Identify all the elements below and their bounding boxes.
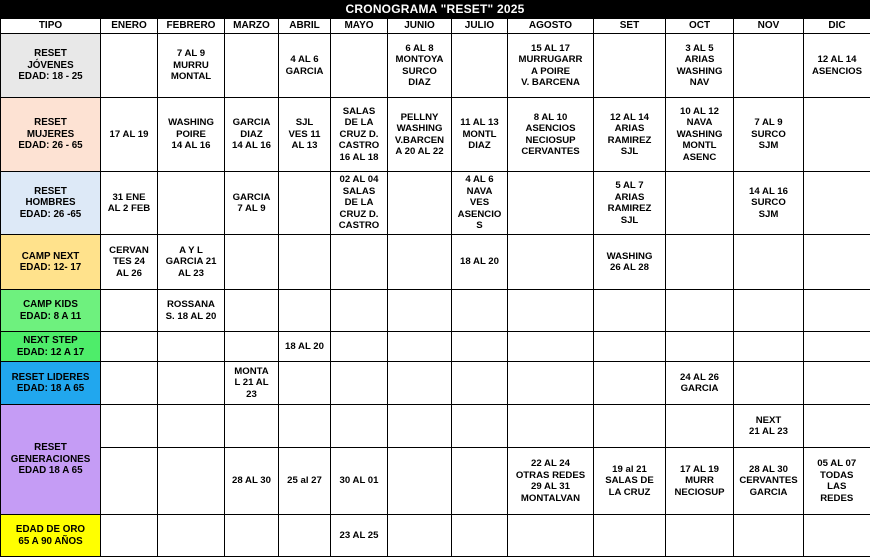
schedule-cell: SALAS DE LA CRUZ D. CASTRO 16 AL 18 <box>331 98 388 172</box>
row-label-reset-mujeres: RESET MUJERES EDAD: 26 - 65 <box>1 98 101 172</box>
schedule-cell <box>225 332 279 362</box>
schedule-cell: 28 AL 30 CERVANTES GARCIA <box>734 448 804 515</box>
schedule-cell <box>666 405 734 448</box>
schedule-cell <box>101 362 158 405</box>
schedule-cell <box>508 362 594 405</box>
header-oct: OCT <box>666 19 734 34</box>
schedule-cell <box>804 515 870 557</box>
table-row <box>1 235 870 290</box>
schedule-table <box>0 18 870 557</box>
schedule-cell <box>225 34 279 98</box>
schedule-cell: 14 AL 16 SURCO SJM <box>734 172 804 235</box>
schedule-cell: 6 AL 8 MONTOYA SURCO DIAZ <box>388 34 452 98</box>
schedule-cell <box>225 405 279 448</box>
schedule-cell: 5 AL 7 ARIAS RAMIREZ SJL <box>594 172 666 235</box>
schedule-cell <box>804 98 870 172</box>
row-label-reset-jovenes: RESET JÓVENES EDAD: 18 - 25 <box>1 34 101 98</box>
header-set: SET <box>594 19 666 34</box>
schedule-cell <box>666 172 734 235</box>
schedule-cell <box>279 172 331 235</box>
schedule-cell <box>388 515 452 557</box>
table-row <box>1 362 870 405</box>
schedule-cell: GARCIA DIAZ 14 AL 16 <box>225 98 279 172</box>
schedule-cell <box>279 405 331 448</box>
schedule-cell <box>594 515 666 557</box>
schedule-cell <box>804 405 870 448</box>
schedule-cell <box>158 332 225 362</box>
schedule-cell: 24 AL 26 GARCIA <box>666 362 734 405</box>
schedule-cell <box>594 290 666 332</box>
schedule-cell <box>452 362 508 405</box>
schedule-cell: 4 AL 6 GARCIA <box>279 34 331 98</box>
schedule-cell: MONTA L 21 AL 23 <box>225 362 279 405</box>
row-label-reset-lideres: RESET LIDERES EDAD: 18 A 65 <box>1 362 101 405</box>
schedule-cell <box>508 515 594 557</box>
schedule-cell <box>388 290 452 332</box>
schedule-cell: WASHING 26 AL 28 <box>594 235 666 290</box>
schedule-cell <box>101 448 158 515</box>
schedule-cell <box>158 405 225 448</box>
row-label-reset-hombres: RESET HOMBRES EDAD: 26 -65 <box>1 172 101 235</box>
schedule-cell: 3 AL 5 ARIAS WASHING NAV <box>666 34 734 98</box>
schedule-cell <box>331 34 388 98</box>
table-row <box>1 172 870 235</box>
schedule-cell <box>666 515 734 557</box>
schedule-cell <box>804 235 870 290</box>
schedule-cell: 11 AL 13 MONTL DIAZ <box>452 98 508 172</box>
schedule-cell <box>279 290 331 332</box>
schedule-cell <box>508 290 594 332</box>
schedule-cell <box>388 405 452 448</box>
schedule-cell: 17 AL 19 <box>101 98 158 172</box>
schedule-cell <box>101 515 158 557</box>
schedule-cell: A Y L GARCIA 21 AL 23 <box>158 235 225 290</box>
schedule-cell <box>452 515 508 557</box>
schedule-cell: 4 AL 6 NAVA VES ASENCIO S <box>452 172 508 235</box>
header-nov: NOV <box>734 19 804 34</box>
schedule-cell: 10 AL 12 NAVA WASHING MONTL ASENC <box>666 98 734 172</box>
schedule-cell <box>331 290 388 332</box>
schedule-cell <box>388 362 452 405</box>
schedule-cell <box>594 405 666 448</box>
schedule-cell: 02 AL 04 SALAS DE LA CRUZ D. CASTRO <box>331 172 388 235</box>
schedule-cell: NEXT 21 AL 23 <box>734 405 804 448</box>
schedule-cell <box>388 235 452 290</box>
schedule-cell <box>804 332 870 362</box>
schedule-cell <box>804 362 870 405</box>
schedule-cell: GARCIA 7 AL 9 <box>225 172 279 235</box>
schedule-cell <box>101 405 158 448</box>
schedule-cell <box>279 515 331 557</box>
row-label-camp-next: CAMP NEXT EDAD: 12- 17 <box>1 235 101 290</box>
schedule-cell <box>508 332 594 362</box>
schedule-cell <box>734 235 804 290</box>
schedule-cell: SJL VES 11 AL 13 <box>279 98 331 172</box>
schedule-cell <box>734 332 804 362</box>
table-row <box>1 98 870 172</box>
schedule-cell <box>452 448 508 515</box>
header-agosto: AGOSTO <box>508 19 594 34</box>
schedule-cell <box>452 332 508 362</box>
row-label-next-step: NEXT STEP EDAD: 12 A 17 <box>1 332 101 362</box>
schedule-cell <box>388 448 452 515</box>
schedule-cell <box>666 235 734 290</box>
schedule-cell <box>158 448 225 515</box>
schedule-cell <box>225 515 279 557</box>
schedule-cell: 25 al 27 <box>279 448 331 515</box>
schedule-cell <box>388 172 452 235</box>
schedule-cell <box>331 362 388 405</box>
table-row <box>1 34 870 98</box>
schedule-cell: 28 AL 30 <box>225 448 279 515</box>
schedule-cell <box>508 235 594 290</box>
table-row <box>1 515 870 557</box>
page-title: CRONOGRAMA "RESET" 2025 <box>0 0 870 18</box>
schedule-cell: 30 AL 01 <box>331 448 388 515</box>
schedule-cell: PELLNY WASHING V.BARCEN A 20 AL 22 <box>388 98 452 172</box>
schedule-cell: 22 AL 24 OTRAS REDES 29 AL 31 MONTALVAN <box>508 448 594 515</box>
schedule-cell <box>734 290 804 332</box>
schedule-cell <box>279 362 331 405</box>
header-mayo: MAYO <box>331 19 388 34</box>
table-row <box>1 332 870 362</box>
schedule-cell: WASHING POIRE 14 AL 16 <box>158 98 225 172</box>
schedule-cell <box>158 172 225 235</box>
schedule-cell <box>388 332 452 362</box>
schedule-cell: 18 AL 20 <box>279 332 331 362</box>
schedule-cell <box>225 290 279 332</box>
schedule-cell <box>101 34 158 98</box>
schedule-cell: ROSSANA S. 18 AL 20 <box>158 290 225 332</box>
schedule-cell <box>508 172 594 235</box>
schedule-cell: 18 AL 20 <box>452 235 508 290</box>
header-julio: JULIO <box>452 19 508 34</box>
schedule-cell <box>101 290 158 332</box>
row-label-reset-generaciones: RESET GENERACIONES EDAD 18 A 65 <box>1 405 101 515</box>
schedule-cell: 8 AL 10 ASENCIOS NECIOSUP CERVANTES <box>508 98 594 172</box>
row-label-edad-de-oro: EDAD DE ORO 65 A 90 AÑOS <box>1 515 101 557</box>
schedule-cell <box>594 362 666 405</box>
schedule-cell <box>734 515 804 557</box>
schedule-cell <box>734 34 804 98</box>
schedule-cell <box>594 332 666 362</box>
header-abril: ABRIL <box>279 19 331 34</box>
schedule-cell: 7 AL 9 MURRU MONTAL <box>158 34 225 98</box>
schedule-cell: CERVAN TES 24 AL 26 <box>101 235 158 290</box>
schedule-cell <box>666 290 734 332</box>
header-tipo: TIPO <box>1 19 101 34</box>
schedule-cell: 7 AL 9 SURCO SJM <box>734 98 804 172</box>
table-row <box>1 448 870 515</box>
header-febrero: FEBRERO <box>158 19 225 34</box>
schedule-cell <box>452 405 508 448</box>
schedule-cell <box>508 405 594 448</box>
schedule-cell: 17 AL 19 MURR NECIOSUP <box>666 448 734 515</box>
header-junio: JUNIO <box>388 19 452 34</box>
schedule-cell <box>331 405 388 448</box>
header-marzo: MARZO <box>225 19 279 34</box>
schedule-cell <box>804 172 870 235</box>
schedule-cell: 31 ENE AL 2 FEB <box>101 172 158 235</box>
schedule-cell: 12 AL 14 ARIAS RAMIREZ SJL <box>594 98 666 172</box>
table-row <box>1 290 870 332</box>
schedule-cell <box>452 290 508 332</box>
schedule-cell <box>279 235 331 290</box>
schedule-cell <box>158 515 225 557</box>
schedule-cell: 23 AL 25 <box>331 515 388 557</box>
schedule-cell <box>666 332 734 362</box>
schedule-cell <box>804 290 870 332</box>
schedule-cell: 15 AL 17 MURRUGARR A POIRE V. BARCENA <box>508 34 594 98</box>
schedule-cell <box>331 235 388 290</box>
header-row <box>1 19 870 34</box>
schedule-cell <box>225 235 279 290</box>
schedule-cell <box>734 362 804 405</box>
header-enero: ENERO <box>101 19 158 34</box>
table-row <box>1 405 870 448</box>
row-label-camp-kids: CAMP KIDS EDAD: 8 A 11 <box>1 290 101 332</box>
schedule-cell <box>452 34 508 98</box>
schedule-cell: 05 AL 07 TODAS LAS REDES <box>804 448 870 515</box>
header-dic: DIC <box>804 19 870 34</box>
schedule-cell <box>101 332 158 362</box>
schedule-cell <box>594 34 666 98</box>
schedule-cell <box>331 332 388 362</box>
schedule-cell: 19 al 21 SALAS DE LA CRUZ <box>594 448 666 515</box>
schedule-cell <box>158 362 225 405</box>
schedule-cell: 12 AL 14 ASENCIOS <box>804 34 870 98</box>
